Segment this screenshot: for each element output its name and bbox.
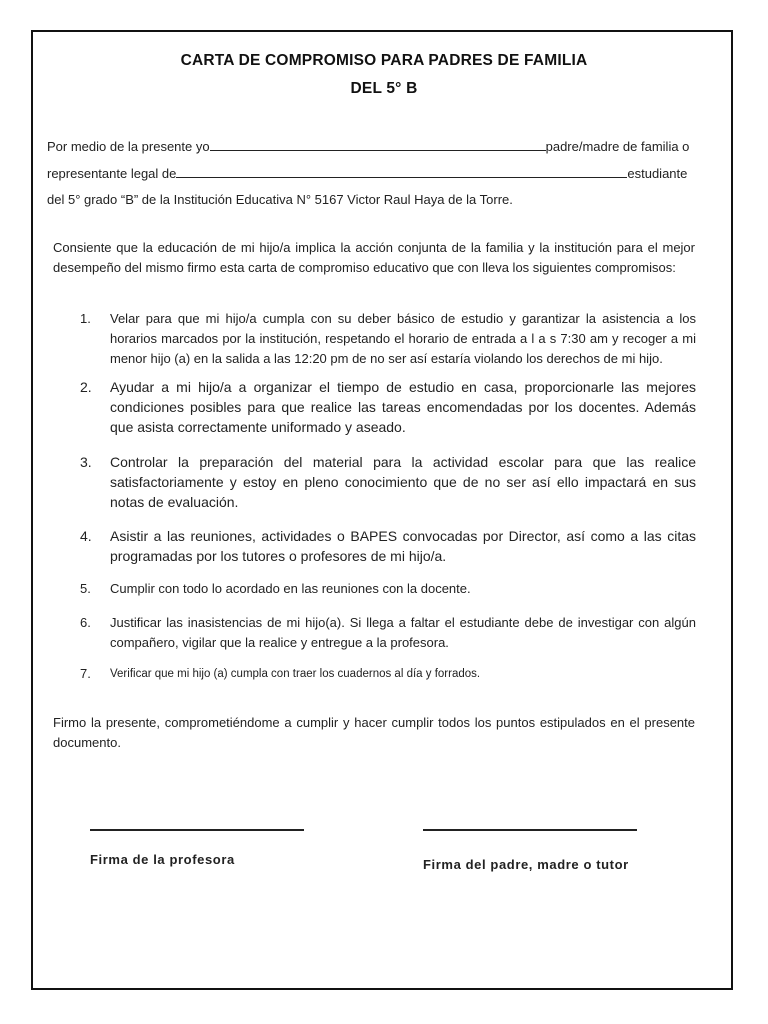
list-item-number: 2. xyxy=(80,379,92,395)
parent-signature-label: Firma del padre, madre o tutor xyxy=(423,857,629,872)
list-item-number: 5. xyxy=(80,581,91,596)
document-title: CARTA DE COMPROMISO PARA PADRES DE FAMILIA xyxy=(180,52,588,69)
name-blank xyxy=(210,137,546,151)
list-item-number: 7. xyxy=(80,666,91,681)
closing-paragraph: Firmo la presente, comprometiéndome a cumplir y hacer cumplir todos los puntos estipulados en el presente documento. xyxy=(53,715,695,750)
consent-paragraph: Consiente que la educación de mi hijo/a implica la acción conjunta de la familia y la institución para el mejor desempeño del mismo firmo esta carta de compromiso educativo que con lleva los siguientes compromisos: xyxy=(53,240,695,275)
list-item-number: 1. xyxy=(80,311,91,326)
teacher-signature-label: Firma de la profesora xyxy=(90,852,235,867)
parent-signature-line xyxy=(423,829,637,831)
list-item-text: Ayudar a mi hijo/a a organizar el tiempo de estudio en casa, proporcionarle las mejores condiciones posibles para que realice las tareas encomendadas por los docentes. Además que asista correctamente uniformado y aseado. xyxy=(110,379,696,435)
list-item-text: Asistir a las reuniones, actividades o BAPES convocadas por Director, así como a las citas programadas por los tutores o profesores de mi hijo/a. xyxy=(110,528,696,564)
teacher-signature-line xyxy=(90,829,304,831)
intro-line-3: del 5° grado “B” de la Institución Educativa N° 5167 Victor Raul Haya de la Torre. xyxy=(47,192,513,207)
list-item-number: 3. xyxy=(80,454,92,470)
document-subtitle: DEL 5° B xyxy=(350,80,418,97)
list-item-text: Cumplir con todo lo acordado en las reuniones con la docente. xyxy=(110,581,471,596)
intro-line-2 xyxy=(47,164,697,184)
intro-line-1 xyxy=(47,137,697,157)
student-blank xyxy=(176,164,627,178)
list-item-number: 6. xyxy=(80,615,91,630)
list-item-number: 4. xyxy=(80,528,92,544)
list-item-text: Velar para que mi hijo/a cumpla con su deber básico de estudio y garantizar la asistencia a los horarios marcados por la institución, respetando el horario de entrada a l a s 7:30 am y recoger a mi menor hijo (a) en la salida a las 12:20 pm de no ser así estaría violando los derechos de mi hijo. xyxy=(110,311,696,366)
list-item-text: Controlar la preparación del material para la actividad escolar para que las realice satisfactoriamente y estoy en pleno conocimiento que de no ser así ello impactará en sus notas de evaluación. xyxy=(110,454,696,510)
intro-line-2-start: representante legal de xyxy=(47,166,177,181)
list-item-text: Justificar las inasistencias de mi hijo(a). Si llega a faltar el estudiante debe de investigar con algún compañero, vigilar que la realice y entregue a la profesora. xyxy=(110,615,696,650)
intro-line-1-end: padre/madre de familia o xyxy=(545,139,690,154)
intro-line-2-end: estudiante xyxy=(627,166,688,181)
list-item-text: Verificar que mi hijo (a) cumpla con traer los cuadernos al día y forrados. xyxy=(110,668,481,680)
intro-line-1-start: Por medio de la presente yo xyxy=(47,139,210,154)
